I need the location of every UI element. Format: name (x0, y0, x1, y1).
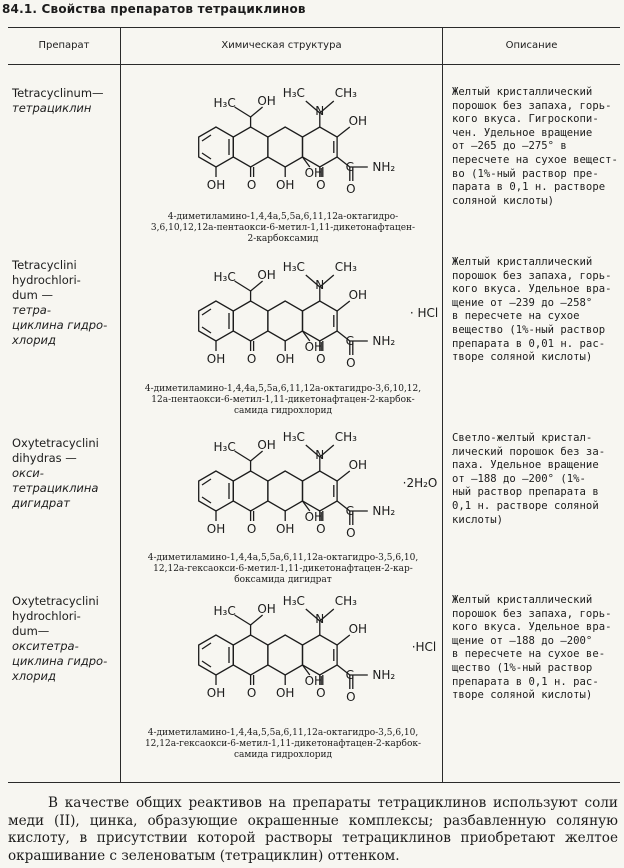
ring-3 (268, 635, 303, 675)
amide-label: NH₂ (372, 504, 396, 518)
methyl-label: CH₃ (334, 260, 357, 274)
nitrogen-label: N (315, 278, 325, 292)
oxygen-label: O (346, 690, 356, 704)
oxygen-label: O (316, 352, 326, 366)
column-header-structure: Химическая структура (221, 40, 342, 51)
drug-name (12, 86, 120, 116)
hcl-label: · HCl (409, 306, 439, 320)
structure-row-2 (124, 246, 442, 396)
ring-1 (199, 127, 234, 167)
chemical-structure (124, 580, 442, 730)
hydroxyl-label: OH (348, 458, 368, 472)
ring-4 (303, 635, 338, 675)
hydroxyl-label: OH (206, 178, 226, 192)
ring-4 (303, 301, 338, 341)
ring-4 (303, 471, 338, 511)
oxygen-label: O (346, 182, 356, 196)
latin-name: Oxytetracyclini dihydras — (12, 436, 99, 465)
hydroxyl-label: OH (257, 438, 276, 452)
oxygen-label: O (316, 178, 326, 192)
methyl-label: CH₃ (334, 430, 357, 444)
ring-1 (199, 301, 234, 341)
methyl-label: H₃C (213, 96, 236, 110)
oxygen-label: O (346, 526, 356, 540)
structure-row-4 (124, 580, 442, 730)
oxygen-label: O (246, 522, 257, 536)
table-bottom-rule (8, 782, 620, 783)
hydroxyl-label: OH (304, 674, 324, 688)
description: Желтый кристаллический порошок без запаха, горь- кого вкуса. Удельное вра- щение от —239 до —258° в пересчете на сухое вещество (1%-ный раствор препарата в 0,01 н. рас- творе соляной кислоты) (452, 256, 612, 364)
amide-label: NH₂ (372, 160, 396, 174)
chemical-structure (124, 416, 442, 566)
table-top-rule (8, 27, 620, 28)
hydroxyl-label: OH (257, 602, 276, 616)
carbon-label: C (345, 504, 354, 518)
russian-name: тетрациклин (12, 101, 92, 115)
hydroxyl-label: OH (348, 622, 368, 636)
ring-2 (233, 471, 268, 511)
hydroxyl-label: OH (275, 178, 295, 192)
column-divider (120, 27, 121, 782)
hydroxyl-label: OH (275, 686, 295, 700)
chemical-structure (124, 72, 442, 222)
drug-name (12, 594, 120, 684)
methyl-label: H₃C (282, 260, 305, 274)
ring-4 (303, 127, 338, 167)
oxygen-label: O (246, 178, 257, 192)
methyl-label: H₃C (213, 604, 236, 618)
hydroxyl-label: OH (206, 686, 226, 700)
methyl-label: CH₃ (334, 86, 357, 100)
structure-row-3 (124, 416, 442, 566)
ring-2 (233, 127, 268, 167)
water-label: ·2H₂O (402, 476, 438, 490)
description: Желтый кристаллический порошок без запаха, горь- кого вкуса. Гигроскопи- чен. Удельное вращение от —265 до —275° в пересчете на сухое вещест- во (1%-ный раствор пре- парата в 0,1 н. растворе соляной кислоты) (452, 86, 618, 207)
hydroxyl-label: OH (275, 522, 295, 536)
nitrogen-label: N (315, 612, 325, 626)
ring-3 (268, 471, 303, 511)
russian-name: окси- тетрациклина дигидрат (12, 466, 99, 510)
structure-caption: 4-диметиламино-1,4,4а,5,5а,6,11,12а-октагидро- 3,6,10,12,12а-пентаокси-6-метил-1,11-дикетонафтацен- 2-карбоксамид (150, 212, 416, 244)
hydroxyl-label: OH (304, 166, 324, 180)
hcl-label: ·HCl (411, 640, 437, 654)
table-title: 84.1. Свойства препаратов тетрациклинов (2, 2, 306, 16)
hydroxyl-label: OH (206, 352, 226, 366)
hydroxyl-label: OH (275, 352, 295, 366)
structure-row-1 (124, 72, 442, 222)
structure-caption: 4-диметиламино-1,4,4а,5,5а,6,11,12а-октагидро-3,6,10,12, 12а-пентаокси-6-метил-1,11-дикетонафтацен-2-карбок- самида гидрохлорид (144, 384, 422, 416)
column-header-description: Описание (505, 40, 558, 51)
hydroxyl-label: OH (304, 510, 324, 524)
hydroxyl-label: OH (257, 268, 276, 282)
carbon-label: C (345, 160, 354, 174)
oxygen-label: O (316, 686, 326, 700)
structure-caption: 4-диметиламино-1,4,4а,5,5а,6,11,12а-октагидро-3,5,6,10, 12,12а-гексаокси-6-метил-1,11-дикетонафтацен-2-карбок- самида гидрохлорид (144, 728, 422, 760)
latin-name: Tetracyclini hydrochlori- dum — (12, 258, 81, 302)
drug-name (12, 436, 120, 511)
amide-label: NH₂ (372, 334, 396, 348)
oxygen-label: O (246, 352, 257, 366)
table-header-rule (8, 64, 620, 65)
chemical-structure (124, 246, 442, 396)
methyl-label: H₃C (282, 430, 305, 444)
methyl-label: H₃C (282, 594, 305, 608)
ring-1 (199, 635, 234, 675)
oxygen-label: O (246, 686, 257, 700)
nitrogen-label: N (315, 448, 325, 462)
methyl-label: CH₃ (334, 594, 357, 608)
hydroxyl-label: OH (304, 340, 324, 354)
methyl-label: H₃C (213, 440, 236, 454)
oxygen-label: O (316, 522, 326, 536)
carbon-label: C (345, 334, 354, 348)
ring-2 (233, 301, 268, 341)
latin-name: Oxytetracyclini hydrochlori- dum— (12, 594, 99, 638)
ring-3 (268, 301, 303, 341)
hydroxyl-label: OH (348, 288, 368, 302)
nitrogen-label: N (315, 104, 325, 118)
structure-caption: 4-диметиламино-1,4,4а,5,5а,6,11,12а-октагидро-3,5,6,10, 12,12а-гексаокси-6-метил-1,11-дикетонафтацен-2-кар- боксамида дигидрат (147, 553, 419, 585)
ring-3 (268, 127, 303, 167)
column-divider (442, 27, 443, 782)
amide-label: NH₂ (372, 668, 396, 682)
drug-name (12, 258, 120, 348)
description: Светло-желтый кристал- лический порошок без за- паха. Удельное вращение от —188 до —200° (1%- ный раствор препарата в 0,1 н. растворе соляной кислоты) (452, 432, 606, 526)
hydroxyl-label: OH (206, 522, 226, 536)
methyl-label: H₃C (213, 270, 236, 284)
ring-1 (199, 471, 234, 511)
russian-name: тетра- циклина гидро- хлорид (12, 303, 108, 347)
ring-2 (233, 635, 268, 675)
oxygen-label: O (346, 356, 356, 370)
russian-name: окситетра- циклина гидро- хлорид (12, 639, 108, 683)
hydroxyl-label: OH (257, 94, 276, 108)
description: Желтый кристаллический порошок без запаха, горь- кого вкуса. Удельное вра- щение от —188 до —200° в пересчете на сухое ве- щество (1%-ный раствор препарата в 0,1 н. рас- творе соляной кислоты) (452, 594, 612, 702)
carbon-label: C (345, 668, 354, 682)
methyl-label: H₃C (282, 86, 305, 100)
latin-name: Tetracyclinum— (12, 86, 104, 100)
hydroxyl-label: OH (348, 114, 368, 128)
footer-paragraph: В качестве общих реактивов на препараты тетрациклинов используют соли меди (II), цинка, образующие окрашенные комплексы; разбавленную соляную кислоту, в присутствии которой растворы тетрациклинов приобретают желтое окрашивание с зеленоватым (тетрациклин) оттенком. (8, 795, 618, 864)
column-header-drug: Препарат (38, 40, 90, 51)
